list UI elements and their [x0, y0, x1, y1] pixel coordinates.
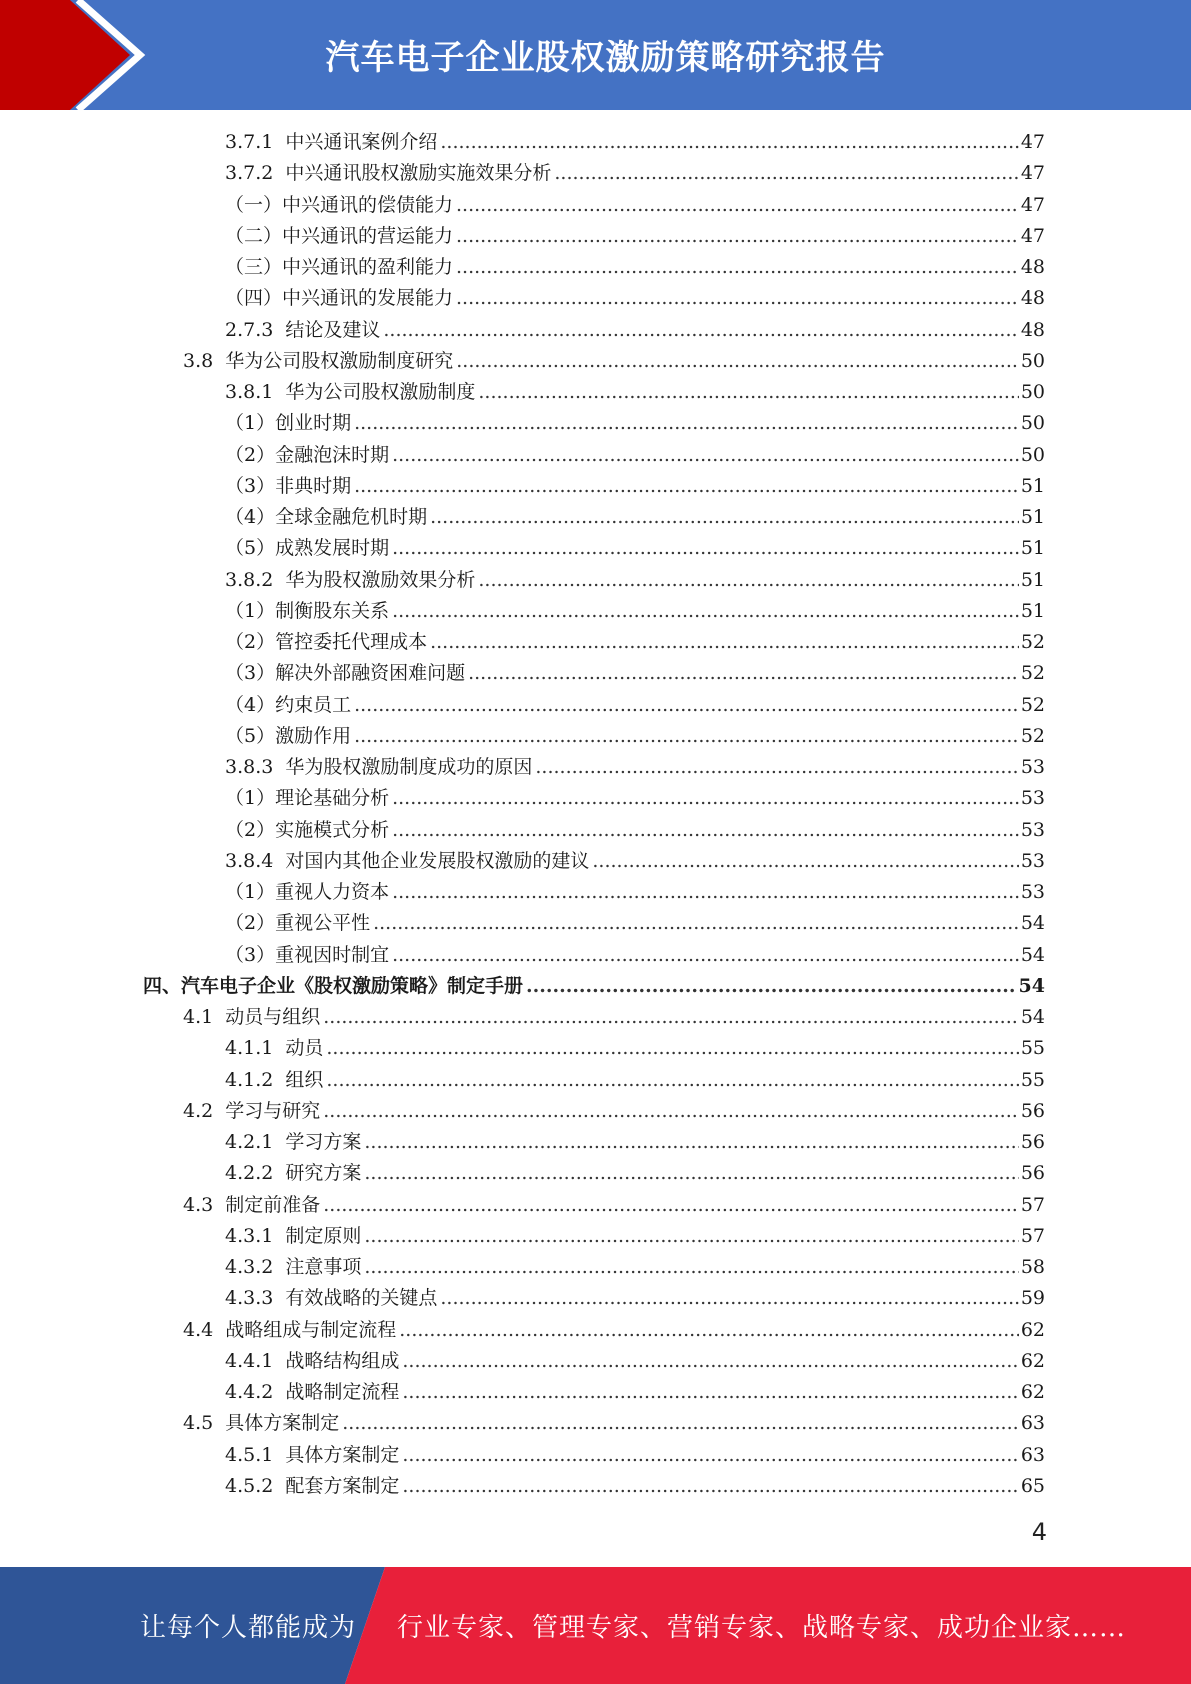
- toc-entry-page: 54: [1020, 1006, 1045, 1028]
- toc-entry-page: 52: [1020, 693, 1045, 716]
- toc-entry[interactable]: [0, 1096, 1191, 1127]
- toc-entry-number: 3.7.1: [225, 131, 274, 153]
- toc-entry-title: 具体方案制定: [285, 1443, 400, 1466]
- toc-dot-leader: [478, 377, 1018, 408]
- toc-dot-leader: [440, 1283, 1018, 1314]
- toc-dot-leader: [323, 1002, 1019, 1033]
- toc-dot-leader: [392, 533, 1019, 564]
- toc-entry[interactable]: [0, 533, 1191, 564]
- toc-entry-page: 53: [1020, 881, 1045, 903]
- toc-entry[interactable]: [0, 1033, 1191, 1064]
- toc-entry-title: 战略制定流程: [285, 1381, 400, 1403]
- toc-entry[interactable]: [0, 1377, 1191, 1408]
- toc-entry[interactable]: [0, 315, 1191, 346]
- page-footer: [0, 1567, 1191, 1684]
- toc-entry-number: 4.1.2: [225, 1068, 274, 1091]
- toc-entry-number: 4.2: [183, 1099, 214, 1122]
- toc-entry-page: 51: [1020, 474, 1045, 497]
- toc-entry-page: 54: [1020, 943, 1045, 966]
- toc-entry[interactable]: [0, 1190, 1191, 1221]
- toc-entry-title: （3）重视因时制宜: [225, 943, 390, 966]
- toc-dot-leader: [399, 1315, 1019, 1346]
- toc-entry-page: 52: [1020, 724, 1045, 747]
- toc-dot-leader: [526, 971, 1017, 1002]
- toc-entry[interactable]: [0, 1127, 1191, 1158]
- toc-entry[interactable]: [0, 408, 1191, 439]
- toc-dot-leader: [430, 627, 1019, 658]
- toc-dot-leader: [392, 596, 1019, 627]
- toc-dot-leader: [554, 158, 1018, 189]
- toc-dot-leader: [592, 846, 1018, 877]
- toc-dot-leader: [373, 908, 1019, 939]
- toc-entry[interactable]: [0, 908, 1191, 939]
- toc-entry-page: 63: [1020, 1443, 1045, 1466]
- toc-entry-page: 57: [1020, 1224, 1045, 1247]
- toc-dot-leader: [364, 1252, 1018, 1283]
- toc-entry-title: （5）成熟发展时期: [225, 537, 390, 560]
- toc-entry-title: 结论及建议: [285, 318, 381, 341]
- toc-dot-leader: [326, 1033, 1018, 1064]
- toc-dot-leader: [342, 1408, 1019, 1439]
- toc-entry-page: 48: [1020, 287, 1045, 310]
- toc-entry[interactable]: [0, 377, 1191, 408]
- toc-entry-number: 4.3.2: [225, 1256, 274, 1278]
- toc-entry-title: （1）制衡股东关系: [225, 599, 390, 622]
- toc-entry-title: （四）中兴通讯的发展能力: [225, 287, 454, 310]
- toc-dot-leader: [468, 658, 1019, 689]
- toc-entry-page: 54: [1018, 974, 1045, 997]
- toc-entry-page: 50: [1020, 349, 1045, 372]
- toc-dot-leader: [456, 190, 1019, 221]
- toc-entry-title: 战略结构组成: [285, 1349, 400, 1372]
- toc-entry-page: 47: [1020, 131, 1045, 153]
- toc-entry[interactable]: [0, 1408, 1191, 1439]
- toc-entry-page: 55: [1020, 1068, 1045, 1091]
- toc-entry-number: 4.4: [183, 1318, 214, 1341]
- toc-dot-leader: [364, 1127, 1018, 1158]
- page-header: [0, 0, 1191, 110]
- toc-entry-title: 注意事项: [285, 1256, 362, 1278]
- toc-entry-title: 研究方案: [285, 1162, 362, 1185]
- toc-dot-leader: [430, 502, 1019, 533]
- toc-entry[interactable]: [0, 1471, 1191, 1502]
- toc-entry-page: 54: [1020, 912, 1045, 935]
- toc-entry-page: 50: [1020, 381, 1045, 403]
- toc-entry[interactable]: [0, 971, 1191, 1002]
- toc-entry-page: 52: [1020, 631, 1045, 653]
- toc-entry[interactable]: [0, 846, 1191, 877]
- toc-dot-leader: [456, 346, 1019, 377]
- toc-entry-title: （2）管控委托代理成本: [225, 631, 428, 653]
- toc-entry[interactable]: [0, 283, 1191, 314]
- toc-entry-number: 3.8.3: [225, 756, 274, 778]
- toc-entry[interactable]: [0, 1440, 1191, 1471]
- toc-entry-title: 中兴通讯股权激励实施效果分析: [285, 162, 552, 185]
- toc-entry-title: 战略组成与制定流程: [225, 1318, 397, 1341]
- toc-entry-page: 47: [1020, 193, 1045, 216]
- toc-entry-number: 4.2.2: [225, 1162, 274, 1185]
- toc-entry-page: 56: [1020, 1131, 1045, 1153]
- toc-entry-number: 3.7.2: [225, 162, 274, 185]
- toc-entry-title: （5）激励作用: [225, 724, 352, 747]
- toc-entry[interactable]: [0, 190, 1191, 221]
- toc-entry-title: 对国内其他企业发展股权激励的建议: [285, 849, 590, 872]
- toc-entry-page: 57: [1020, 1193, 1045, 1216]
- toc-entry-title: 动员与组织: [225, 1006, 321, 1028]
- toc-dot-leader: [354, 408, 1019, 439]
- toc-entry-title: 具体方案制定: [225, 1412, 340, 1435]
- toc-entry-title: （二）中兴通讯的营运能力: [225, 224, 454, 247]
- toc-entry-page: 50: [1020, 443, 1045, 466]
- toc-entry-page: 47: [1020, 224, 1045, 247]
- toc-dot-leader: [440, 127, 1018, 158]
- toc-entry[interactable]: [0, 565, 1191, 596]
- toc-entry-title: 学习方案: [285, 1131, 362, 1153]
- toc-dot-leader: [456, 283, 1019, 314]
- toc-entry[interactable]: [0, 783, 1191, 814]
- toc-entry-page: 58: [1020, 1256, 1045, 1278]
- toc-entry-title: （一）中兴通讯的偿债能力: [225, 193, 454, 216]
- toc-entry-title: 四、汽车电子企业《股权激励策略》制定手册: [143, 974, 524, 997]
- toc-entry-page: 52: [1020, 662, 1045, 685]
- toc-entry-number: 3.8.2: [225, 568, 274, 591]
- toc-entry-page: 47: [1020, 162, 1045, 185]
- toc-entry-title: 组织: [285, 1068, 324, 1091]
- toc-dot-leader: [354, 721, 1019, 752]
- toc-entry[interactable]: [0, 1252, 1191, 1283]
- toc-entry-page: 53: [1020, 756, 1045, 778]
- toc-entry-title: （4）约束员工: [225, 693, 352, 716]
- toc-entry-page: 63: [1020, 1412, 1045, 1435]
- toc-entry[interactable]: [0, 1346, 1191, 1377]
- toc-entry-title: 华为公司股权激励制度研究: [225, 349, 454, 372]
- toc-entry-title: （4）全球金融危机时期: [225, 506, 428, 528]
- toc-entry-number: 4.1: [183, 1006, 214, 1028]
- toc-entry-title: 华为股权激励制度成功的原因: [285, 756, 533, 778]
- toc-entry-page: 50: [1020, 412, 1045, 435]
- toc-entry[interactable]: [0, 221, 1191, 252]
- toc-entry-number: 4.4.2: [225, 1381, 274, 1403]
- toc-entry[interactable]: [0, 627, 1191, 658]
- toc-dot-leader: [478, 565, 1018, 596]
- toc-entry-page: 48: [1020, 256, 1045, 278]
- toc-dot-leader: [354, 690, 1019, 721]
- toc-entry-page: 53: [1020, 849, 1045, 872]
- toc-entry-page: 55: [1020, 1037, 1045, 1060]
- toc-entry-number: 4.5: [183, 1412, 214, 1435]
- toc-entry-title: 制定原则: [285, 1224, 362, 1247]
- toc-dot-leader: [402, 1471, 1018, 1502]
- toc-entry[interactable]: [0, 1065, 1191, 1096]
- toc-entry-title: （2）金融泡沫时期: [225, 443, 390, 466]
- toc-entry[interactable]: [0, 471, 1191, 502]
- toc-dot-leader: [383, 315, 1018, 346]
- toc-entry-page: 53: [1020, 787, 1045, 810]
- footer-slogan: 让每个人都能成为: [140, 1613, 357, 1643]
- toc-dot-leader: [402, 1440, 1018, 1471]
- toc-dot-leader: [535, 752, 1018, 783]
- toc-entry-title: 学习与研究: [225, 1099, 321, 1122]
- toc-entry-title: 制定前准备: [225, 1193, 321, 1216]
- toc-dot-leader: [402, 1377, 1018, 1408]
- toc-entry[interactable]: [0, 1158, 1191, 1189]
- toc-entry-number: 4.3: [183, 1193, 214, 1216]
- toc-entry-title: （三）中兴通讯的盈利能力: [225, 256, 454, 278]
- toc-entry-page: 51: [1020, 537, 1045, 560]
- toc-dot-leader: [392, 940, 1019, 971]
- toc-entry-number: 3.8.4: [225, 849, 274, 872]
- toc-entry[interactable]: [0, 815, 1191, 846]
- toc-dot-leader: [392, 783, 1019, 814]
- toc-entry[interactable]: [0, 940, 1191, 971]
- toc-dot-leader: [323, 1190, 1019, 1221]
- toc-entry-page: 62: [1020, 1318, 1045, 1341]
- toc-entry[interactable]: [0, 1221, 1191, 1252]
- toc-entry-title: （2）实施模式分析: [225, 818, 390, 841]
- toc-entry[interactable]: [0, 596, 1191, 627]
- toc-entry[interactable]: [0, 346, 1191, 377]
- toc-entry-page: 51: [1020, 599, 1045, 622]
- toc-entry[interactable]: [0, 658, 1191, 689]
- toc-entry-page: 59: [1020, 1287, 1045, 1310]
- document-title: 汽车电子企业股权激励策略研究报告: [325, 38, 886, 78]
- toc-entry-title: 中兴通讯案例介绍: [285, 131, 438, 153]
- toc-dot-leader: [364, 1221, 1018, 1252]
- page-number: 4: [1031, 1518, 1047, 1546]
- toc-dot-leader: [402, 1346, 1018, 1377]
- toc-entry-title: （1）重视人力资本: [225, 881, 390, 903]
- toc-entry-number: 4.1.1: [225, 1037, 274, 1060]
- toc-entry-title: （1）创业时期: [225, 412, 352, 435]
- toc-entry-page: 62: [1020, 1381, 1045, 1403]
- toc-entry-number: 3.8.1: [225, 381, 274, 403]
- toc-entry[interactable]: [0, 877, 1191, 908]
- toc-dot-leader: [392, 815, 1019, 846]
- toc-entry-page: 56: [1020, 1162, 1045, 1185]
- toc-entry-title: （1）理论基础分析: [225, 787, 390, 810]
- toc-entry-page: 62: [1020, 1349, 1045, 1372]
- toc-entry-number: 4.4.1: [225, 1349, 274, 1372]
- toc-entry-page: 65: [1020, 1474, 1045, 1497]
- toc-entry[interactable]: [0, 1283, 1191, 1314]
- toc-dot-leader: [326, 1065, 1018, 1096]
- toc-entry-number: 2.7.3: [225, 318, 274, 341]
- toc-dot-leader: [354, 471, 1019, 502]
- footer-roles: 行业专家、管理专家、营销专家、战略专家、成功企业家……: [397, 1613, 1127, 1643]
- toc-dot-leader: [323, 1096, 1019, 1127]
- toc-entry-title: 华为股权激励效果分析: [285, 568, 476, 591]
- toc-entry-title: 动员: [285, 1037, 324, 1060]
- table-of-contents: [0, 127, 1191, 1502]
- toc-entry-page: 53: [1020, 818, 1045, 841]
- toc-entry-title: 华为公司股权激励制度: [285, 381, 476, 403]
- toc-entry-title: 有效战略的关键点: [285, 1287, 438, 1310]
- toc-entry[interactable]: [0, 1002, 1191, 1033]
- toc-entry[interactable]: [0, 158, 1191, 189]
- toc-entry[interactable]: [0, 690, 1191, 721]
- toc-entry-number: 4.3.1: [225, 1224, 274, 1247]
- toc-entry-number: 4.3.3: [225, 1287, 274, 1310]
- toc-entry[interactable]: [0, 127, 1191, 158]
- toc-entry-number: 4.5.2: [225, 1474, 274, 1497]
- toc-entry-number: 4.5.1: [225, 1443, 274, 1466]
- toc-dot-leader: [456, 252, 1019, 283]
- toc-entry-page: 56: [1020, 1099, 1045, 1122]
- toc-entry-title: 配套方案制定: [285, 1474, 400, 1497]
- toc-entry-title: （3）解决外部融资困难问题: [225, 662, 466, 685]
- toc-entry[interactable]: [0, 252, 1191, 283]
- toc-entry[interactable]: [0, 502, 1191, 533]
- toc-dot-leader: [392, 440, 1019, 471]
- toc-entry-number: 4.2.1: [225, 1131, 274, 1153]
- toc-entry-page: 51: [1020, 568, 1045, 591]
- toc-entry[interactable]: [0, 721, 1191, 752]
- toc-entry-page: 48: [1020, 318, 1045, 341]
- toc-entry-title: （3）非典时期: [225, 474, 352, 497]
- toc-entry[interactable]: [0, 440, 1191, 471]
- toc-dot-leader: [364, 1158, 1018, 1189]
- toc-entry-title: （2）重视公平性: [225, 912, 371, 935]
- toc-entry-page: 51: [1020, 506, 1045, 528]
- toc-entry-number: 3.8: [183, 349, 214, 372]
- toc-dot-leader: [392, 877, 1019, 908]
- toc-entry[interactable]: [0, 1315, 1191, 1346]
- toc-entry[interactable]: [0, 752, 1191, 783]
- toc-dot-leader: [456, 221, 1019, 252]
